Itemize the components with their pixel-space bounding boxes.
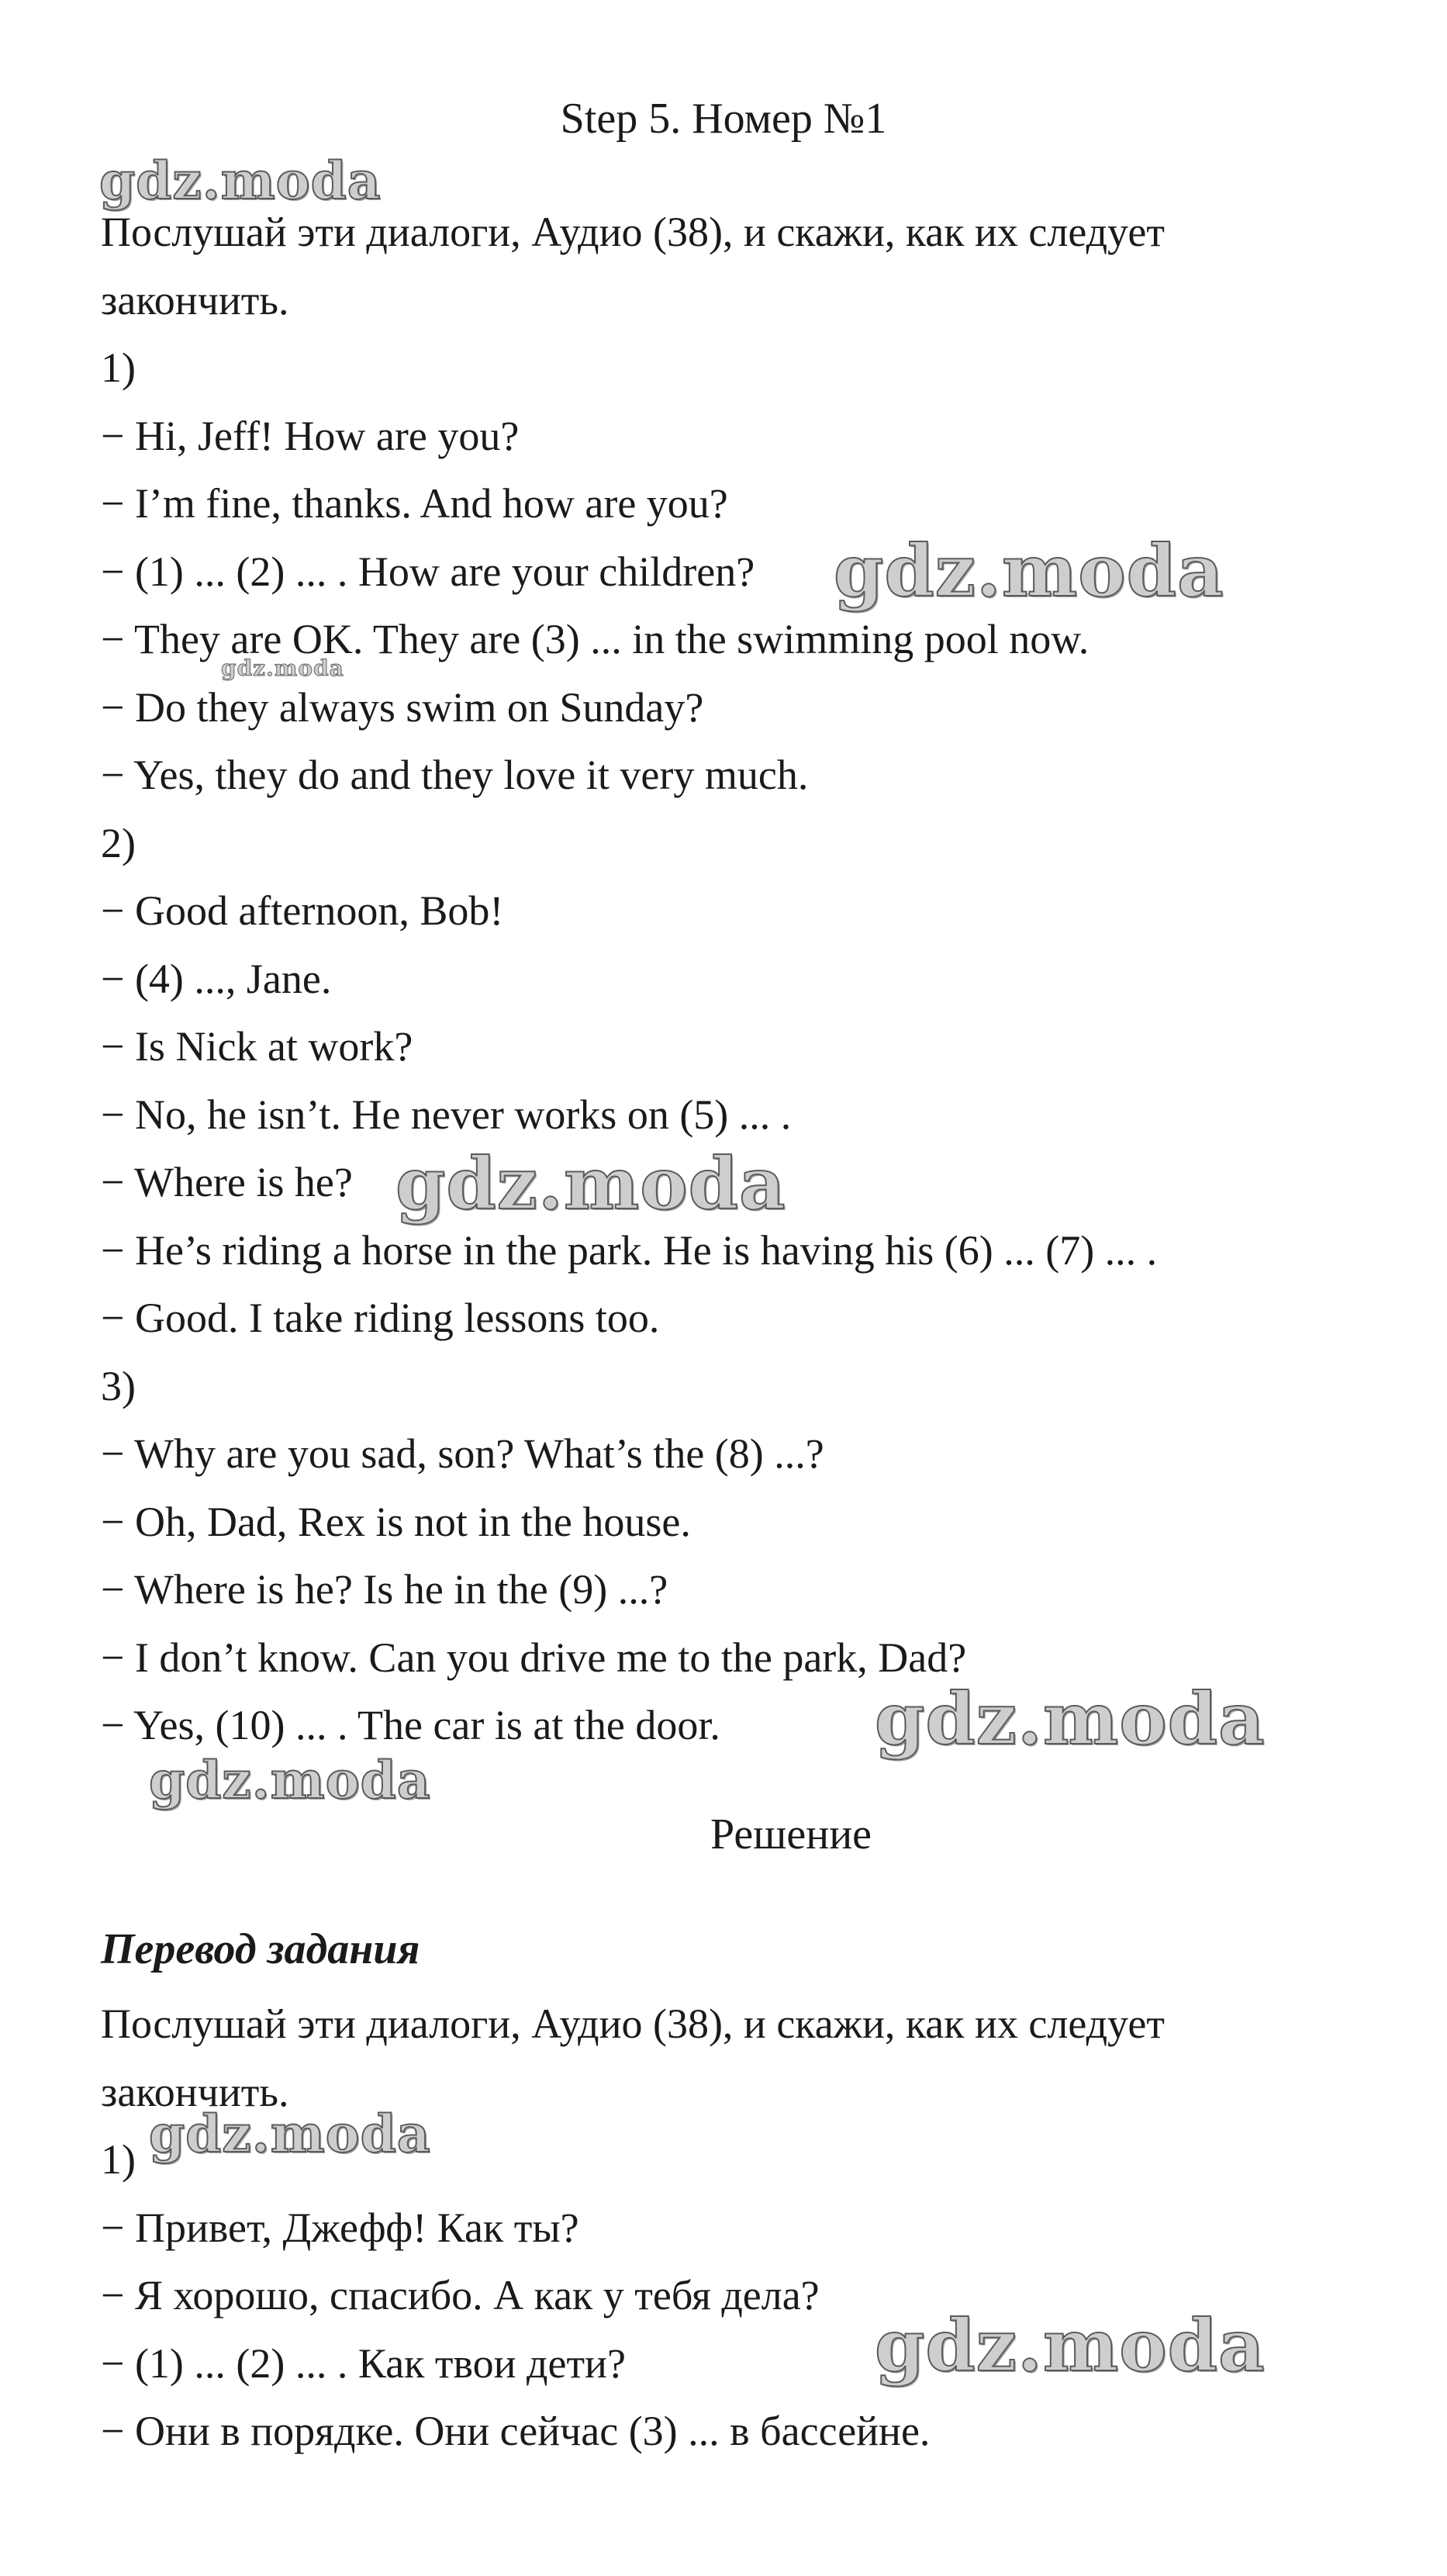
task-line: − (1) ... (2) ... . How are your children? bbox=[101, 548, 755, 595]
page-title: Step 5. Номер №1 bbox=[560, 95, 887, 143]
translation-line: − Я хорошо, спасибо. А как у тебя дела? bbox=[101, 2272, 820, 2318]
task-line: − I’m fine, thanks. And how are you? bbox=[101, 480, 728, 527]
task-text bbox=[101, 199, 1357, 1760]
translation-text bbox=[101, 1990, 1357, 2466]
translation-line: − Они в порядке. Они сейчас (3) ... в бассейне. bbox=[101, 2408, 931, 2454]
watermark: gdz.moda bbox=[875, 1677, 1266, 1761]
task-line: − Why are you sad, son? What’s the (8) ...? bbox=[101, 1430, 824, 1477]
task-line: − Do they always swim on Sunday? bbox=[101, 683, 704, 731]
task-line: − Oh, Dad, Rex is not in the house. bbox=[101, 1498, 691, 1545]
watermark: gdz.moda bbox=[221, 655, 344, 681]
task-line: − No, he isn’t. He never works on (5) ... . bbox=[101, 1091, 792, 1138]
task-line: 3) bbox=[101, 1362, 136, 1409]
task-line: − He’s riding a horse in the park. He is having his (6) ... (7) ... . bbox=[101, 1226, 1158, 1274]
solution-title: Решение bbox=[710, 1810, 872, 1859]
task-line: − Is Nick at work? bbox=[101, 1023, 413, 1070]
watermark: gdz.moda bbox=[149, 2104, 431, 2164]
task-line: − Where is he? Is he in the (9) ...? bbox=[101, 1566, 668, 1613]
task-line: − Good afternoon, Bob! bbox=[101, 887, 504, 934]
task-line: − Yes, they do and they love it very much. bbox=[101, 752, 809, 798]
task-line: 1) bbox=[101, 344, 136, 391]
task-line: Послушай эти диалоги, Аудио (38), и скажи, как их следует bbox=[101, 209, 1165, 255]
task-line: − Yes, (10) ... . The car is at the door. bbox=[101, 1702, 720, 1748]
task-line: − They are OK. They are (3) ... in the swimming pool now. bbox=[101, 616, 1090, 662]
translation-line: − (1) ... (2) ... . Как твои дети? bbox=[101, 2339, 626, 2387]
task-line: − Good. I take riding lessons too. bbox=[101, 1295, 660, 1341]
translation-line: Послушай эти диалоги, Аудио (38), и скажи, как их следует bbox=[101, 2000, 1165, 2047]
task-line: закончить. bbox=[101, 276, 289, 323]
watermark: gdz.moda bbox=[834, 529, 1224, 613]
watermark: gdz.moda bbox=[875, 2304, 1266, 2388]
task-line: 2) bbox=[101, 819, 136, 866]
task-line: − Hi, Jeff! How are you? bbox=[101, 412, 520, 459]
translation-heading: Перевод задания bbox=[101, 1925, 420, 1973]
task-line: − Where is he? bbox=[101, 1159, 353, 1205]
watermark: gdz.moda bbox=[99, 150, 382, 211]
translation-line: 1) bbox=[101, 2136, 136, 2183]
task-line: − (4) ..., Jane. bbox=[101, 955, 332, 1002]
translation-line: закончить. bbox=[101, 2068, 289, 2115]
translation-line: − Привет, Джефф! Как ты? bbox=[101, 2204, 579, 2251]
watermark: gdz.moda bbox=[149, 1750, 431, 1810]
task-line: − I don’t know. Can you drive me to the park, Dad? bbox=[101, 1634, 967, 1681]
watermark: gdz.moda bbox=[395, 1142, 786, 1226]
